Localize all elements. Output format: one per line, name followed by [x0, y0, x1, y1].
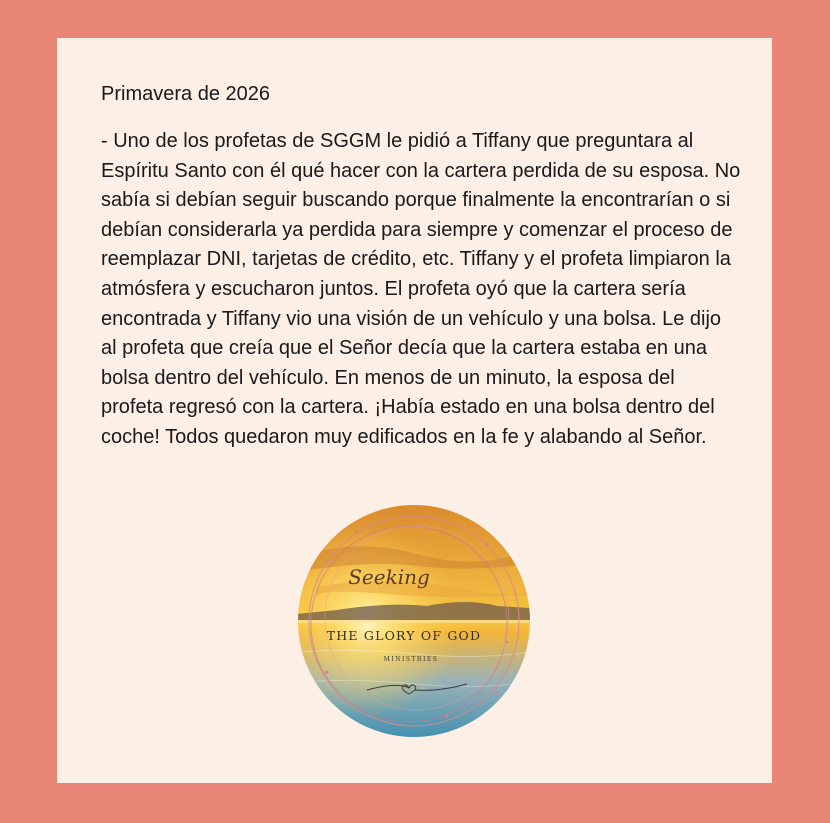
- logo-sub-text: MINISTRIES: [383, 656, 439, 663]
- sunset-lake-seal-icon: [297, 502, 531, 740]
- post-heading: Primavera de 2026: [101, 83, 270, 105]
- post-card: [57, 38, 772, 783]
- logo-script-text: Seeking: [348, 565, 430, 589]
- ministry-logo: [297, 502, 531, 740]
- post-body: - Uno de los profetas de SGGM le pidió a Tiffany que preguntara al Espíritu Santo con él qué hacer con la cartera perdida de su esposa. No sabía si debían seguir buscando porque finalmente la encontrarían o si debían considerarla ya perdida para siempre y comenzar el proceso de reemplazar DNI, tarjetas de crédito, etc. Tiffany y el profeta limpiaron la atmósfera y escucharon juntos. El profeta oyó que la cartera sería encontrada y Tiffany vio una visión de un vehículo y una bolsa. Le dijo al profeta que creía que el Señor decía que la cartera estaba en una bolsa dentro del vehículo. En menos de un minuto, la esposa del profeta regresó con la cartera. ¡Había estado en una bolsa dentro del coche! Todos quedaron muy edificados en la fe y alabando al Señor.: [101, 130, 741, 448]
- logo-main-text: THE GLORY OF GOD: [326, 628, 482, 643]
